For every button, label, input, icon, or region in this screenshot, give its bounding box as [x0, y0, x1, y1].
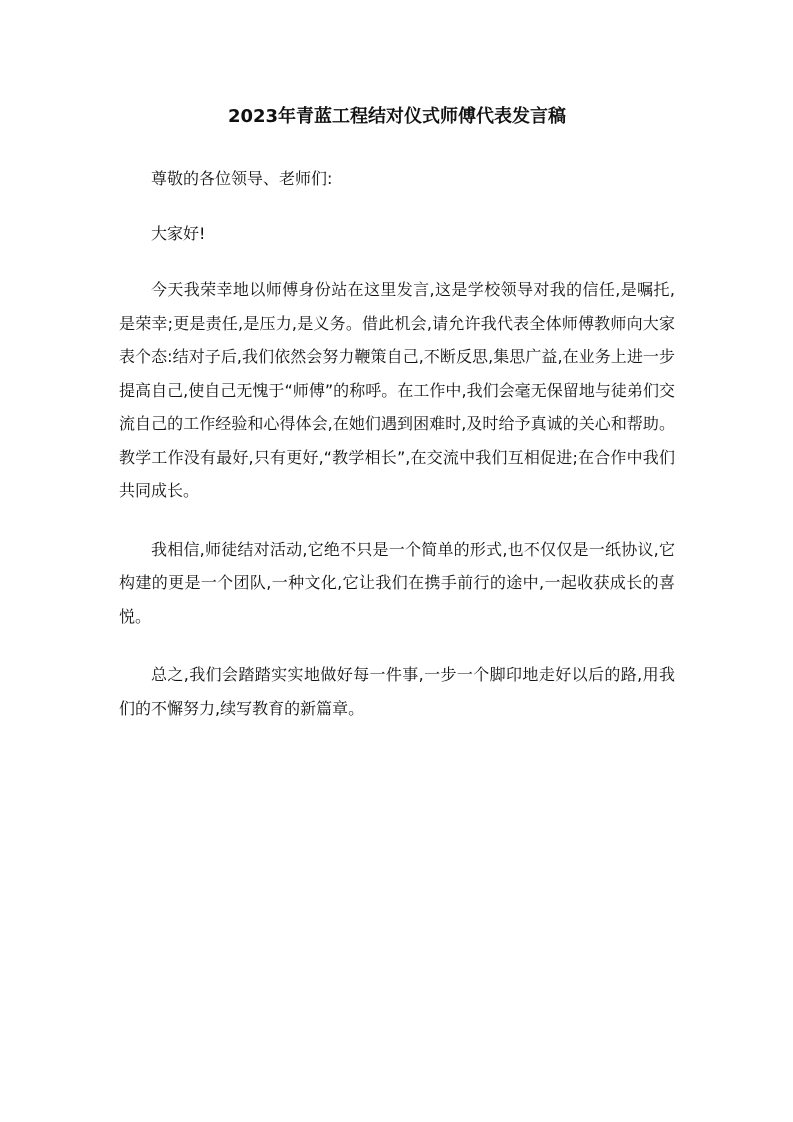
- paragraph-3: 总之,我们会踏踏实实地做好每一件事,一步一个脚印地走好以后的路,用我们的不懈努力,续写教育的新篇章。: [119, 665, 675, 718]
- paragraph-1: 今天我荣幸地以师傅身份站在这里发言,这是学校领导对我的信任,是嘱托,是荣幸;更是责任,是压力,是义务。借此机会,请允许我代表全体师傅教师向大家表个态:结对子后,我们依然会努力鞭策自己,不断反思,集思广益,在业务上进一步提高自己,使自己无愧于“师傅”的称呼。在工作中,我们会毫无保留地与徒弟们交流自己的工作经验和心得体会,在她们遇到困难时,及时给予真诚的关心和帮助。教学工作没有最好,只有更好,“教学相长”,在交流中我们互相促进;在合作中我们共同成长。: [119, 280, 675, 500]
- document-title: 2023年青蓝工程结对仪式师傅代表发言稿: [227, 106, 567, 127]
- document-body: [119, 104, 675, 725]
- greeting-line: 大家好!: [151, 223, 206, 243]
- paragraph-2: 我相信,师徒结对活动,它绝不只是一个简单的形式,也不仅仅是一纸协议,它构建的更是一个团队,一种文化,它让我们在携手前行的途中,一起收获成长的喜悦。: [119, 539, 675, 626]
- salutation-line: 尊敬的各位领导、老师们:: [151, 169, 333, 188]
